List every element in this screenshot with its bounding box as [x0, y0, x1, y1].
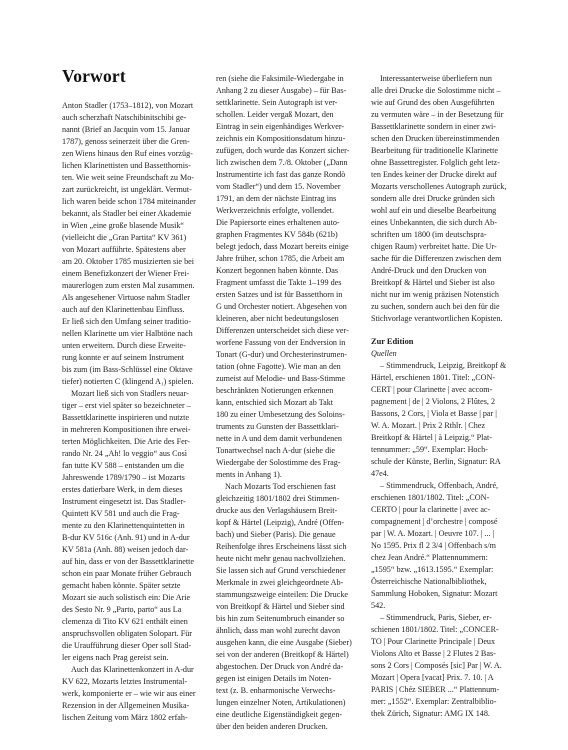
text-line: Violons Alto et Basse | 2 Flutes 2 Bas-: [371, 649, 496, 658]
text-line: Quintett KV 581 und auch die Frag-: [62, 509, 180, 518]
text-line: pagnement | de | 2 Violons, 2 Flûtes, 2: [371, 397, 496, 406]
text-line: sache für die Differenzen zwischen dem: [371, 254, 502, 263]
text-line: auch auf den Klarinettenbau Einfluss.: [62, 305, 185, 314]
text-line: ohne Bassettregister. Folglich geht letz-: [371, 158, 500, 167]
text-line: Rezension in der Allgemeinen Musika-: [62, 701, 190, 710]
text-line: – Stimmendruck, Leipzig, Breitkopf &: [380, 361, 507, 370]
text-line: 47e4.: [371, 469, 389, 478]
text-line: nette in A und dem damit verbundenen: [216, 434, 342, 443]
text-line: Interessanterweise überliefern nun: [380, 74, 492, 83]
text-line: ren (siehe die Faksimile-Wiedergabe in: [216, 74, 344, 83]
text-line: Wiedergabe der Solostimme des Frag-: [216, 458, 341, 467]
text-line: schriften um 1800 (im deutschspra-: [371, 230, 487, 239]
text-line: clemenza di Tito KV 621 enthält einen: [62, 617, 188, 626]
text-line: Sie lassen sich auf Grund verschiedener: [216, 566, 346, 575]
text-line: Mozart sie auch solistisch ein: Die Arie: [62, 593, 191, 602]
text-line: über den beiden anderen Drucken.: [216, 722, 328, 731]
text-line: 542.: [371, 601, 386, 610]
text-line: tiefer) notierten C (klingend A₁) spielen.: [62, 377, 194, 386]
text-line: Reihenfolge ihres Erscheinens lässt sich: [216, 542, 347, 551]
text-line: bekannt, als Stadler bei einer Akademie: [62, 209, 192, 218]
text-line: André-Druck und den Drucken von: [371, 266, 487, 275]
text-line: schule der Künste, Berlin, Signatur: RA: [371, 457, 501, 466]
text-line: eines Unbekannten, die sich durch Ab-: [371, 218, 497, 227]
text-line: Werkverzeichnis erfolgte, vollendet.: [216, 206, 335, 215]
text-line: abgestochen. Der Druck von André da-: [216, 662, 344, 671]
text-line: Als angesehener Virtuose nahm Stadler: [62, 293, 190, 302]
text-line: zu suchen, sondern auch bei den für die: [371, 302, 500, 311]
text-line: graphen Fragmentes KV 584b (621b): [216, 230, 338, 239]
text-line: tation (ohne Fagotte). Wie man an den: [216, 362, 341, 371]
text-line: vom Stadler“) und dem 15. November: [216, 182, 341, 191]
text-line: anspruchsvollen obligaten Solopart. Für: [62, 629, 192, 638]
text-line: Tonart (G-dur) und Orchesterinstrumen-: [216, 350, 347, 359]
page-title: Vorwort: [62, 66, 126, 86]
text-line: lich waren beide schon 1784 miteinander: [62, 197, 196, 206]
text-line: gegen ist einigen Details im Noten-: [216, 674, 332, 683]
text-line: bis zum (im Bass-Schlüssel eine Oktave: [62, 365, 193, 374]
text-line: Österreichische Nationalbibliothek,: [371, 577, 487, 586]
text-line: Anhang 2 zu dieser Ausgabe) – für Bas-: [216, 86, 347, 95]
text-line: TO | Pour Clarinette Principale | Deux: [371, 637, 496, 646]
text-line: Jahreswende 1789/1790 – ist Mozarts: [62, 473, 185, 482]
text-line: bis hin zum Seitenumbruch einander so: [216, 614, 345, 623]
text-line: Differenzen unterscheidet sich diese ver-: [216, 326, 349, 335]
text-line: bach) und Sieber (Paris). Die genaue: [216, 530, 336, 539]
text-line: nicht nur im wenig präzisen Notenstich: [371, 290, 499, 299]
text-line: Auch das Klarinettenkonzert in A-dur: [71, 665, 194, 674]
text-line: KV 622, Mozarts letztes Instrumental-: [62, 677, 188, 686]
text-line: maurerlogen zum ersten Mal zusammen.: [62, 281, 195, 290]
text-line: 1791, an dem der nächste Eintrag ins: [216, 194, 337, 203]
text-line: settklarinette. Sein Autograph ist ver-: [216, 98, 338, 107]
text-line: par | W. A. Mozart. | Oeuvre 107. | ... |: [371, 529, 495, 538]
text-line: in Wien „eine große blasende Musik“: [62, 221, 185, 230]
text-line: zen Wiens hinaus den Ruf eines vorzüg-: [62, 149, 193, 158]
text-line: – Stimmendruck, Paris, Sieber, er-: [380, 613, 492, 622]
text-line: Er ließ sich den Umfang seiner traditio-: [62, 317, 192, 326]
text-line: nannt (Brief an Jacquin vom 15. Januar: [62, 125, 190, 134]
text-line: Eintrag in sein eigenhändiges Werkver-: [216, 122, 345, 131]
text-line: erschienen 1801/1802. Titel: „CON-: [371, 493, 490, 502]
text-line: stammungszweige einteilen: Die Drucke: [216, 590, 348, 599]
text-line: (vielleicht die „Gran Partita“ KV 361): [62, 233, 187, 242]
text-line: zart zurückreicht, ist ungeklärt. Vermut-: [62, 185, 192, 194]
text-line: Bassons, 2 Cors, | Viola et Basse | par |: [371, 409, 497, 418]
text-column-2: [216, 73, 362, 733]
text-line: ler eigens nach Prag gereist sein.: [62, 653, 169, 662]
text-line: drucke aus den Verlagshäusern Breit-: [216, 506, 338, 515]
text-line: thek Zürich, Signatur: AMG IX 148.: [371, 709, 490, 718]
text-line: mente zu den Klarinettenquintetten in: [62, 521, 185, 530]
text-line: schollen. Leider vergaß Mozart, den: [216, 110, 334, 119]
text-line: kann, entschied sich Mozart ab Takt: [216, 398, 334, 407]
text-line: am 20. Oktober 1785 musizierten sie bei: [62, 257, 194, 266]
text-line: eine deutliche Eigenständigkeit gegen-: [216, 710, 343, 719]
text-line: Stichvorlage verantwortlichen Kopisten.: [371, 314, 503, 323]
text-line: lich zwischen dem 7./8. Oktober („Dann: [216, 158, 348, 167]
text-line: zeichnis ein Kompositionsdatum hinzu-: [216, 134, 346, 143]
text-line: ausgehen kann, die eine Ausgabe (Sieber): [216, 638, 352, 647]
text-line: – Stimmendruck, Offenbach, André,: [380, 481, 499, 490]
text-line: die Uraufführung dieser Oper soll Stad-: [62, 641, 192, 650]
text-line: Merkmale in zwei gleichgeordnete Ab-: [216, 578, 344, 587]
text-line: belegt jedoch, dass Mozart bereits einige: [216, 242, 349, 251]
text-line: schen den Drucken übereinstimmenden: [371, 134, 500, 143]
subsection-heading-sources: Quellen: [371, 349, 397, 358]
text-line: von Breitkopf & Härtel und Sieber sind: [216, 602, 345, 611]
sources-list: [371, 360, 519, 720]
text-line: Mozarts verschollenes Autograph zurück,: [371, 182, 507, 191]
text-line: chigen Raum) verbreitet hatte. Die Ur-: [371, 242, 497, 251]
text-line: CERT | pour Clarinette | avec accom-: [371, 385, 493, 394]
text-line: Tonartwechsel nach A-dur (siehe die: [216, 446, 336, 455]
text-line: ersten Satzes und ist für Bassetthorn in: [216, 290, 343, 299]
text-column-1: [62, 100, 208, 724]
text-line: wie auf Grund des oben Ausgeführten: [371, 98, 495, 107]
text-line: Fragment umfasst die Takte 1–199 des: [216, 278, 342, 287]
text-line: Die Papiersorte eines erhaltenen auto-: [216, 218, 340, 227]
text-line: wohl auf ein und dieselbe Bearbeitung: [371, 206, 497, 215]
text-line: einem Benefizkonzert der Wiener Frei-: [62, 269, 190, 278]
text-line: alle drei Drucke die Solostimme nicht –: [371, 86, 501, 95]
text-line: ähnlich, dass man wohl zurecht davon: [216, 626, 341, 635]
text-line: ments in Anhang 1).: [216, 470, 282, 479]
text-line: lichen Klarinettisten und Bassetthornis-: [62, 161, 191, 170]
text-line: Nach Mozarts Tod erschienen fast: [225, 482, 336, 491]
text-line: mer: „1552“. Exemplar: Zentralbiblio-: [371, 697, 497, 706]
text-line: Anton Stadler (1753–1812), von Mozart: [62, 101, 194, 110]
column-3-intro: [371, 73, 519, 325]
text-line: sondern alle drei Drucke gründen sich: [371, 194, 495, 203]
text-line: Jahre früher, schon 1785, die Arbeit am: [216, 254, 345, 263]
text-line: Bassettklarinette sondern in einer zwi-: [371, 122, 496, 131]
text-line: CERTO | pour la clarinette | avec ac-: [371, 505, 491, 514]
text-line: von Mozart aufführte. Spätestens aber: [62, 245, 186, 254]
text-line: Bassettklarinette inspirieren und nutzte: [62, 413, 190, 422]
text-line: sons 2 Cors | Composés [sic] Par | W. A.: [371, 661, 502, 670]
text-line: W. A. Mozart. | Prix 2 Rthlr. | Chez: [371, 421, 485, 430]
text-line: PARIS | Chéz SIEBER ...“ Plattennum-: [371, 685, 500, 694]
text-line: 1787), genoss seinerzeit über die Gren-: [62, 137, 190, 146]
text-line: werk, komponierte er – wie wir aus einer: [62, 689, 196, 698]
section-heading-edition: Zur Edition: [371, 337, 414, 346]
text-line: Breitkopf & Härtel | à Leipzig.“ Plat-: [371, 433, 492, 442]
text-line: tiger – erst viel später so bezeichneter –: [62, 401, 191, 410]
text-line: zufügen, doch wurde das Konzert sicher-: [216, 146, 350, 155]
text-line: Mozart | Opera [vacat] Prix. 7. 10. | A: [371, 673, 494, 682]
text-line: nellen Klarinette um vier Halbtöne nach: [62, 329, 193, 338]
text-line: compagnement | d’orchestre | composé: [371, 517, 498, 526]
text-line: Breitkopf & Härtel und Sieber ist also: [371, 278, 495, 287]
text-line: tennummer: „59“. Exemplar: Hoch-: [371, 445, 488, 454]
text-line: gleichzeitig 1801/1802 drei Stimmen-: [216, 494, 340, 503]
text-line: auch scherzhaft Natschibinitschibi ge-: [62, 113, 187, 122]
text-line: heute nicht mehr genau nachvollziehen.: [216, 554, 346, 563]
text-line: fan tutte KV 588 – entstanden um die: [62, 461, 184, 470]
text-line: Instrumentirte ich fast das ganze Rondò: [216, 170, 346, 179]
text-line: terten Möglichkeiten. Die Arie des Fer-: [62, 437, 190, 446]
text-line: kopf & Härtel (Leipzig), André (Offen-: [216, 518, 344, 527]
text-line: lungen einzelner Noten, Artikulationen): [216, 698, 346, 707]
text-line: worfene Fassung von der Endversion in: [216, 338, 346, 347]
text-line: Konzert begonnen haben könnte. Das: [216, 266, 339, 275]
text-line: des Sesto Nr. 9 „Parto, parto“ aus La: [62, 605, 182, 614]
text-line: gemacht haben könnte. Später setzte: [62, 581, 181, 590]
text-line: sei von der anderen (Breitkopf & Härtel): [216, 650, 349, 659]
text-line: erstes datierbare Werk, in dem dieses: [62, 485, 183, 494]
text-line: truments zu Gunsten der Bassettklari-: [216, 422, 339, 431]
text-line: lischen Zeitung vom März 1802 erfah-: [62, 713, 188, 722]
text-line: text (z. B. enharmonische Verwechs-: [216, 686, 336, 695]
text-line: No 1595. Prix fl 2 3/4 | Offenbach s/m: [371, 541, 496, 550]
text-line: auf hin, dass er von der Bassettklarinette: [62, 557, 194, 566]
text-line: Härtel, erschienen 1801. Titel: „CON-: [371, 373, 496, 382]
text-line: Instrument eingesetzt ist. Das Stadler-: [62, 497, 186, 506]
text-line: 180 zu einer Umbesetzung des Soloins-: [216, 410, 345, 419]
text-line: unten erweitern. Durch diese Erweite-: [62, 341, 186, 350]
text-line: schienen 1801/1802. Titel: „CONCER-: [371, 625, 499, 634]
text-line: KV 581a (Anh. 88) weisen jedoch dar-: [62, 545, 189, 554]
text-line: „1595“ bzw. „1613.1595.“ Exemplar:: [371, 565, 494, 574]
text-line: kleineren, aber nicht bedeutungslosen: [216, 314, 339, 323]
text-line: Mozart ließ sich von Stadlers neuar-: [71, 389, 189, 398]
text-line: ten. Wie weit seine Freundschaft zu Mo-: [62, 173, 194, 182]
text-line: G und Orchester notiert. Abgesehen von: [216, 302, 347, 311]
text-line: Sammlung Hoboken, Signatur: Mozart: [371, 589, 498, 598]
text-line: rando Nr. 24 „Ah! lo veggio“ aus Così: [62, 449, 188, 458]
text-line: chez Jean André.“ Plattennummern:: [371, 553, 488, 562]
text-line: rung konnte er auf seinem Instrument: [62, 353, 185, 362]
text-line: in mehreren Kompositionen ihre erwei-: [62, 425, 191, 434]
text-line: zumeist auf Melodie- und Bass-Stimme: [216, 374, 346, 383]
text-line: schon ein paar Monate früher Gebrauch: [62, 569, 192, 578]
text-line: B-dur KV 516c (Anh. 91) und in A-dur: [62, 533, 190, 542]
text-column-3: [371, 73, 519, 720]
text-line: Bearbeitung für traditionelle Klarinette: [371, 146, 499, 155]
text-line: beschränkten Notierungen erkennen: [216, 386, 334, 395]
text-line: ten Endes keiner der Drucke direkt auf: [371, 170, 497, 179]
text-line: zu vermuten wäre – in der Besetzung für: [371, 110, 504, 119]
